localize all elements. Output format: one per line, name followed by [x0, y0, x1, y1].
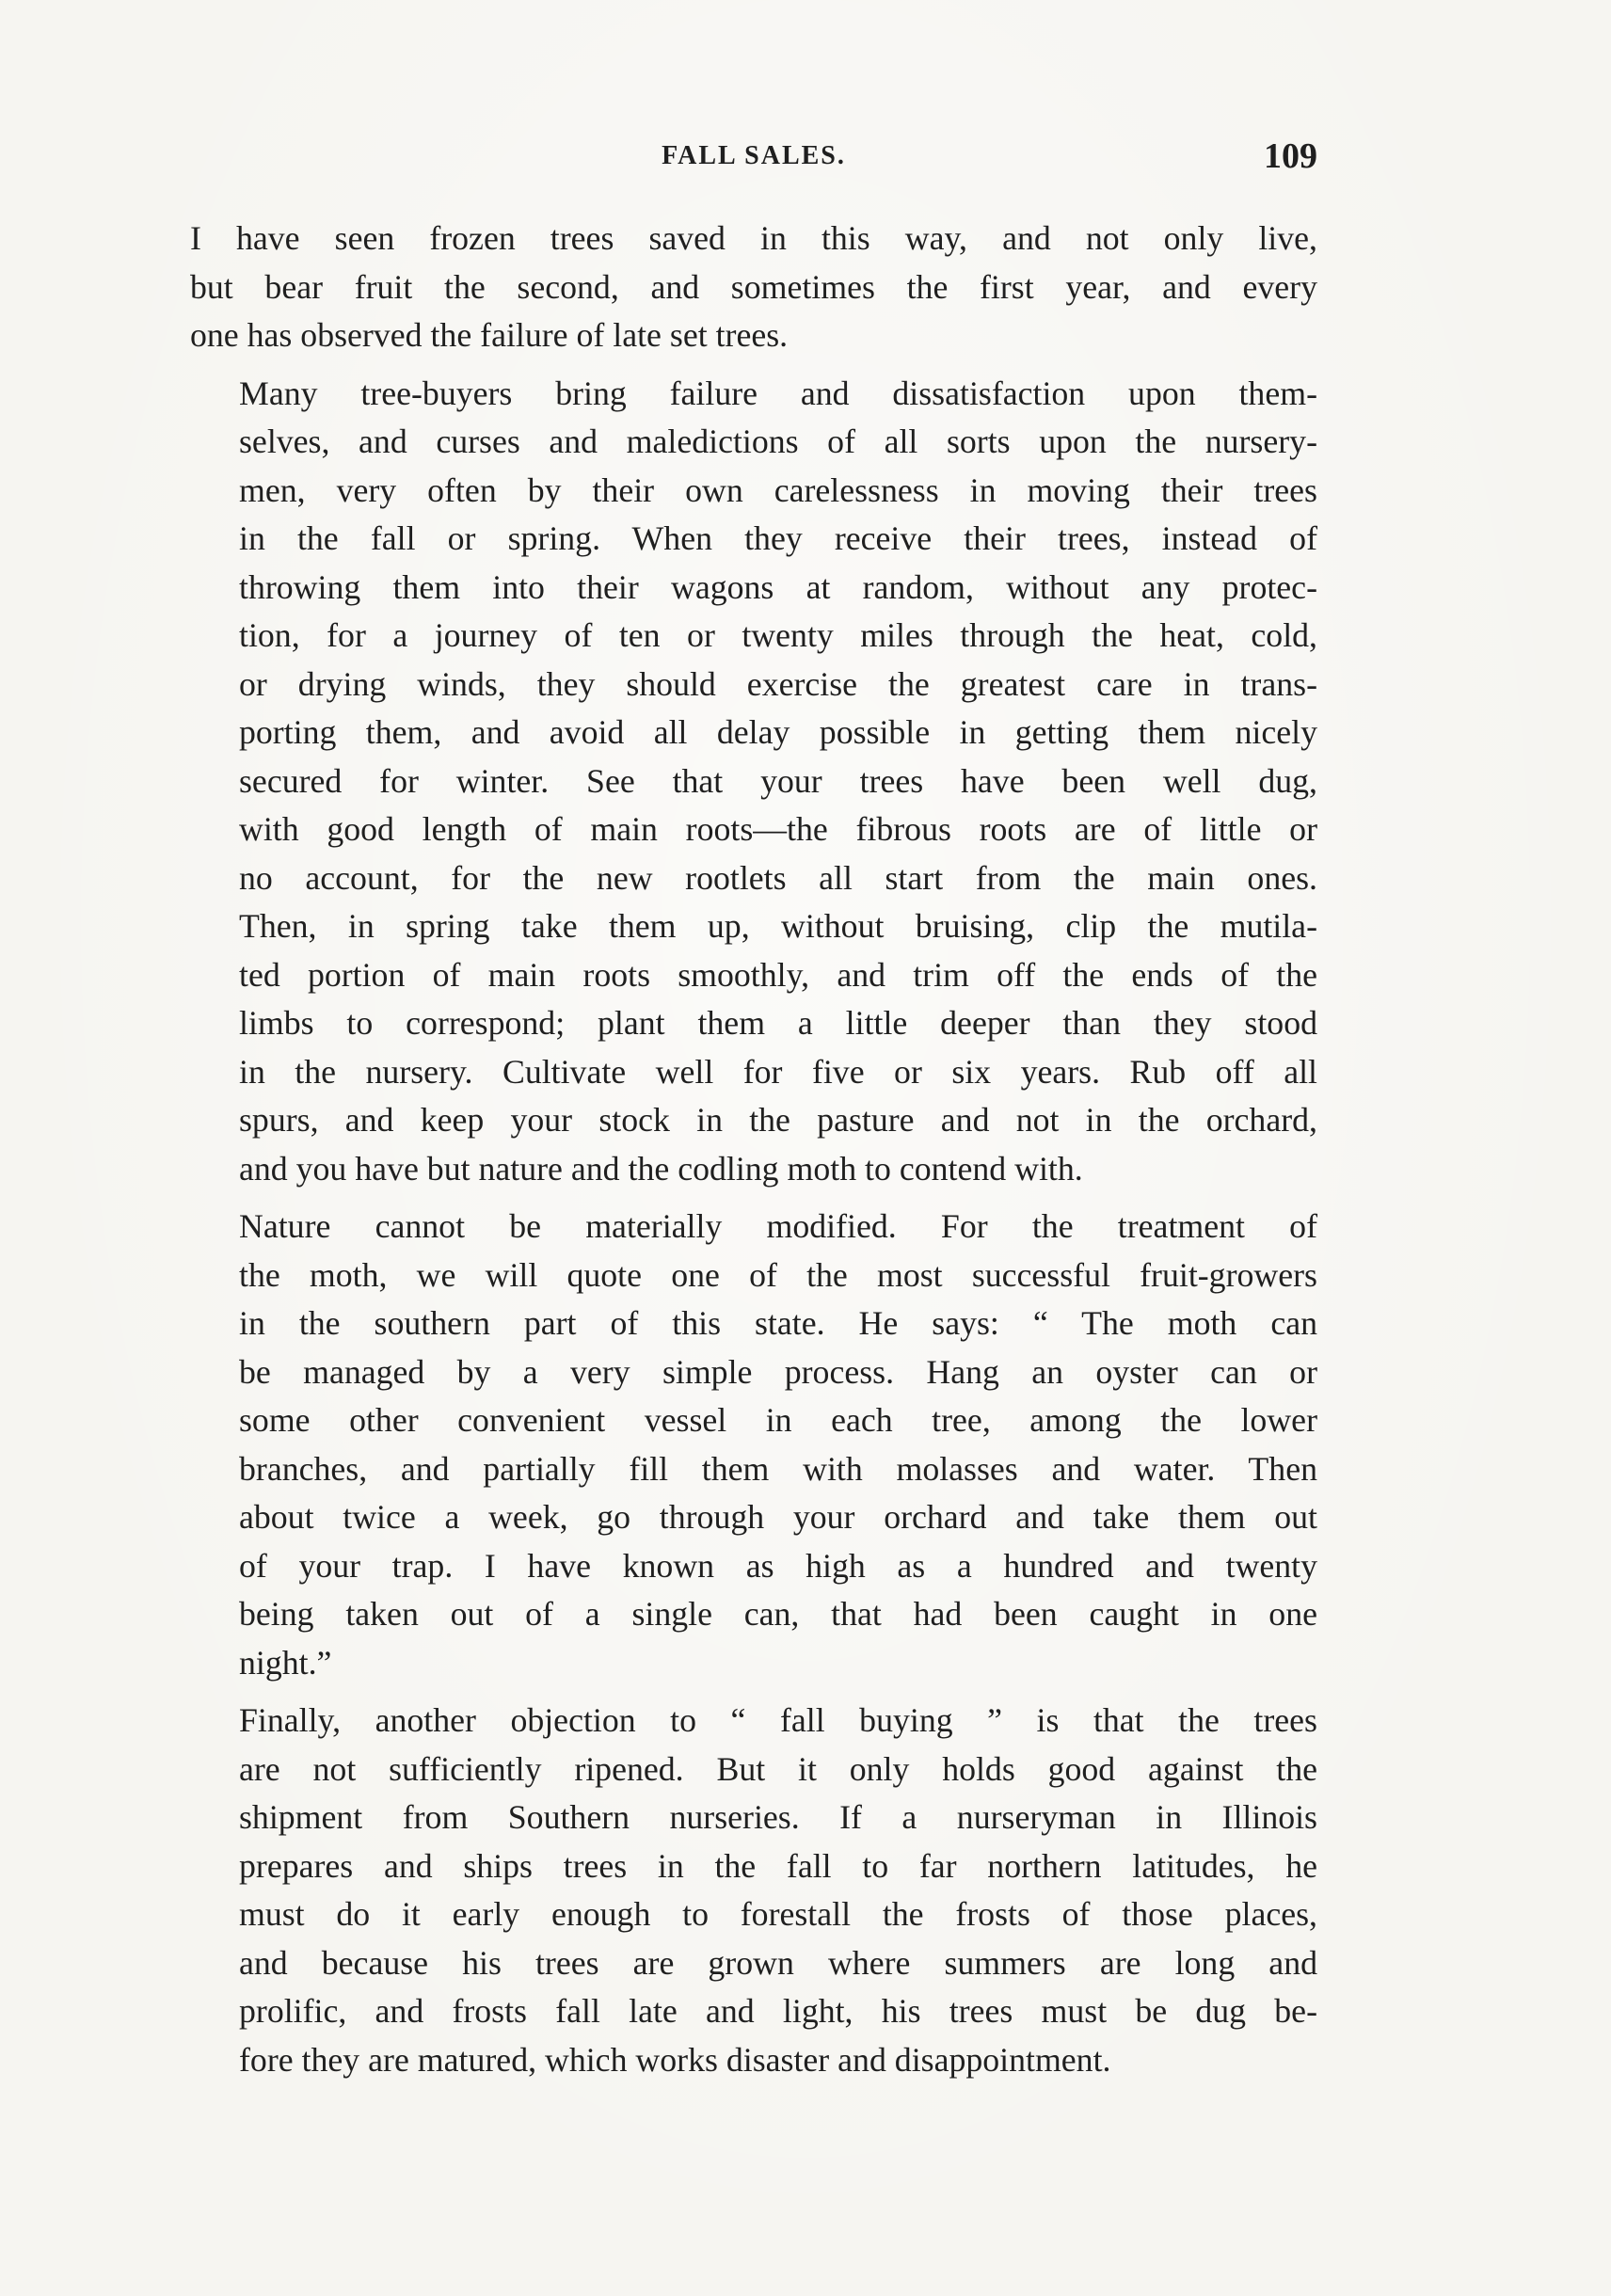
text-line: limbs to correspond; plant them a little deeper than they stood: [239, 1004, 1317, 1042]
text-line: one has observed the failure of late set trees.: [190, 316, 789, 354]
text-line: or drying winds, they should exercise the greatest care in trans-: [239, 664, 1317, 703]
running-head-title: FALL SALES.: [662, 141, 846, 170]
running-head: [190, 136, 1317, 192]
text-line: secured for winter. See that your trees have been well dug,: [239, 761, 1317, 800]
text-line: Then, in spring take them up, without bruising, clip the mutila-: [239, 907, 1317, 945]
text-line: and because his trees are grown where summers are long and: [239, 1943, 1317, 1982]
text-line: throwing them into their wagons at random, without any protec-: [239, 567, 1317, 606]
text-line: I have seen frozen trees saved in this way, and not only live,: [190, 219, 1317, 257]
text-line: about twice a week, go through your orchard and take them out: [239, 1498, 1317, 1536]
text-line: branches, and partially fill them with molasses and water. Then: [239, 1449, 1317, 1488]
text-line: in the southern part of this state. He says: “ The moth can: [239, 1304, 1317, 1342]
text-line: spurs, and keep your stock in the pasture and not in the orchard,: [239, 1101, 1317, 1139]
text-line: being taken out of a single can, that had been caught in one: [239, 1595, 1317, 1633]
text-line: ted portion of main roots smoothly, and trim off the ends of the: [239, 955, 1317, 994]
text-line: no account, for the new rootlets all start from the main ones.: [239, 858, 1317, 897]
text-line: of your trap. I have known as high as a hundred and twenty: [239, 1546, 1317, 1585]
paragraph-4: [190, 1697, 1317, 2084]
page-number: 109: [1264, 136, 1317, 176]
text-line: fore they are matured, which works disaster and disappointment.: [239, 2040, 1111, 2079]
text-line: in the nursery. Cultivate well for five or six years. Rub off all: [239, 1052, 1317, 1091]
text-line: in the fall or spring. When they receive their trees, instead of: [239, 519, 1317, 557]
text-line: are not sufficiently ripened. But it only holds good against the: [239, 1749, 1317, 1788]
paragraph-2: [190, 370, 1317, 1194]
text-line: be managed by a very simple process. Hang an oyster can or: [239, 1352, 1317, 1391]
text-line: the moth, we will quote one of the most successful fruit-growers: [239, 1255, 1317, 1294]
text-line: must do it early enough to forestall the frosts of those places,: [239, 1895, 1317, 1933]
text-line: prolific, and frosts fall late and light, his trees must be dug be-: [239, 1992, 1317, 2030]
text-line: some other convenient vessel in each tree, among the lower: [239, 1401, 1317, 1439]
text-line: selves, and curses and maledictions of all sorts upon the nursery-: [239, 423, 1317, 460]
text-line: with good length of main roots—the fibrous roots are of little or: [239, 810, 1317, 848]
text-line: shipment from Southern nurseries. If a nurseryman in Illinois: [239, 1798, 1317, 1836]
paragraph-1: [190, 215, 1317, 360]
text-line: prepares and ships trees in the fall to far northern latitudes, he: [239, 1846, 1317, 1885]
paragraph-3: [190, 1203, 1317, 1687]
text-line: night.”: [239, 1643, 332, 1682]
text-line: Finally, another objection to “ fall buying ” is that the trees: [239, 1701, 1317, 1739]
text-line: tion, for a journey of ten or twenty miles through the heat, cold,: [239, 616, 1317, 654]
text-line: men, very often by their own carelessness in moving their trees: [239, 470, 1317, 509]
text-line: but bear fruit the second, and sometimes the first year, and every: [190, 267, 1317, 306]
text-line: Nature cannot be materially modified. For the treatment of: [239, 1207, 1317, 1245]
text-line: Many tree-buyers bring failure and dissatisfaction upon them-: [239, 374, 1317, 412]
text-line: porting them, and avoid all delay possible in getting them nicely: [239, 713, 1317, 751]
text-block: [190, 136, 1317, 2094]
text-line: and you have but nature and the codling moth to contend with.: [239, 1149, 1083, 1188]
